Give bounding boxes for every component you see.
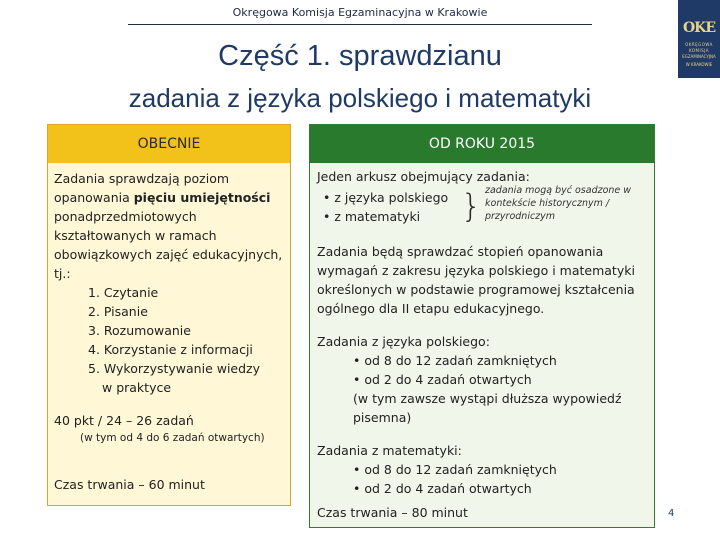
current-heading: OBECNIE: [48, 125, 290, 163]
slide-title: Część 1. sprawdzianu: [218, 40, 502, 72]
skill-item: 1. Czytanie: [88, 285, 159, 300]
brace-icon: }: [461, 187, 482, 225]
oke-logo: [678, 0, 720, 78]
skill-item: 5. Wykorzystywanie wiedzy: [88, 361, 261, 376]
current-intro: [54, 169, 284, 283]
skill-item: 2. Pisanie: [88, 304, 148, 319]
context-note: zadania mogą być osadzone w kontekście historycznym / przyrodniczym: [485, 185, 632, 222]
polish-task-item: • od 2 do 4 zadań otwartych: [353, 372, 532, 387]
points-note: (w tym od 4 do 6 zadań otwartych): [80, 432, 265, 444]
logo-line-4: W KRAKOWIE: [685, 62, 713, 67]
math-task-item: • od 8 do 12 zadań zamkniętych: [353, 462, 557, 477]
new-exam-panel: [309, 124, 655, 528]
slide-subtitle: zadania z języka polskiego i matematyki: [128, 83, 592, 113]
logo-mark: OKE: [682, 20, 716, 36]
current-duration: Czas trwania – 60 minut: [54, 477, 205, 492]
skill-item: 4. Korzystanie z informacji: [88, 342, 253, 357]
intro-bold-text: pięciu umiejętności: [133, 190, 271, 205]
header-divider: [128, 24, 592, 25]
skill-item: 3. Rozumowanie: [88, 323, 191, 338]
logo-line-2: KOMISJA: [688, 48, 710, 53]
skill-item-continuation: w praktyce: [102, 380, 172, 395]
arkusz-subject-item: • z języka polskiego: [323, 190, 449, 205]
new-heading: OD ROKU 2015: [310, 125, 654, 163]
points-summary: 40 pkt / 24 – 26 zadań: [54, 413, 194, 428]
arkusz-subject-list: [317, 188, 448, 226]
polish-tasks-title: Zadania z języka polskiego:: [317, 334, 490, 349]
new-body: [310, 163, 654, 498]
logo-line-1: OKRĘGOWA: [685, 42, 713, 47]
intro-rest-text: ponadprzedmiotowych kształtowanych w ramach obowiązkowych zajęć edukacyjnych, tj.:: [54, 209, 283, 281]
current-exam-panel: [47, 124, 291, 506]
organization-name: Okręgowa Komisja Egzaminacyjna w Krakowie: [232, 6, 488, 19]
intro-text: Zadania sprawdzają poziom opanowania: [54, 171, 230, 205]
requirements-paragraph: Zadania będą sprawdzać stopień opanowania wymagań z zakresu języka polskiego i matematyki określonych w podstawie programowej kształcenia ogólnego dla II etapu edukacyjnego.: [317, 244, 635, 316]
logo-line-3: EGZAMINACYJNA: [682, 54, 716, 59]
current-body: [48, 163, 290, 447]
skills-list: [54, 283, 284, 397]
new-duration: Czas trwania – 80 minut: [317, 505, 468, 520]
math-tasks-title: Zadania z matematyki:: [317, 443, 462, 458]
polish-tasks-note: (w tym zawsze wystąpi dłuższa wypowiedź pisemna): [353, 391, 622, 425]
polish-task-item: • od 8 do 12 zadań zamkniętych: [353, 353, 557, 368]
arkusz-subjects: [317, 186, 647, 242]
polish-tasks-list: [317, 351, 647, 389]
arkusz-intro: Jeden arkusz obejmujący zadania:: [317, 169, 530, 184]
arkusz-subject-item: • z matematyki: [323, 209, 421, 224]
math-task-item: • od 2 do 4 zadań otwartych: [353, 481, 532, 496]
math-tasks-list: [317, 460, 647, 498]
page-number: 4: [668, 508, 675, 519]
